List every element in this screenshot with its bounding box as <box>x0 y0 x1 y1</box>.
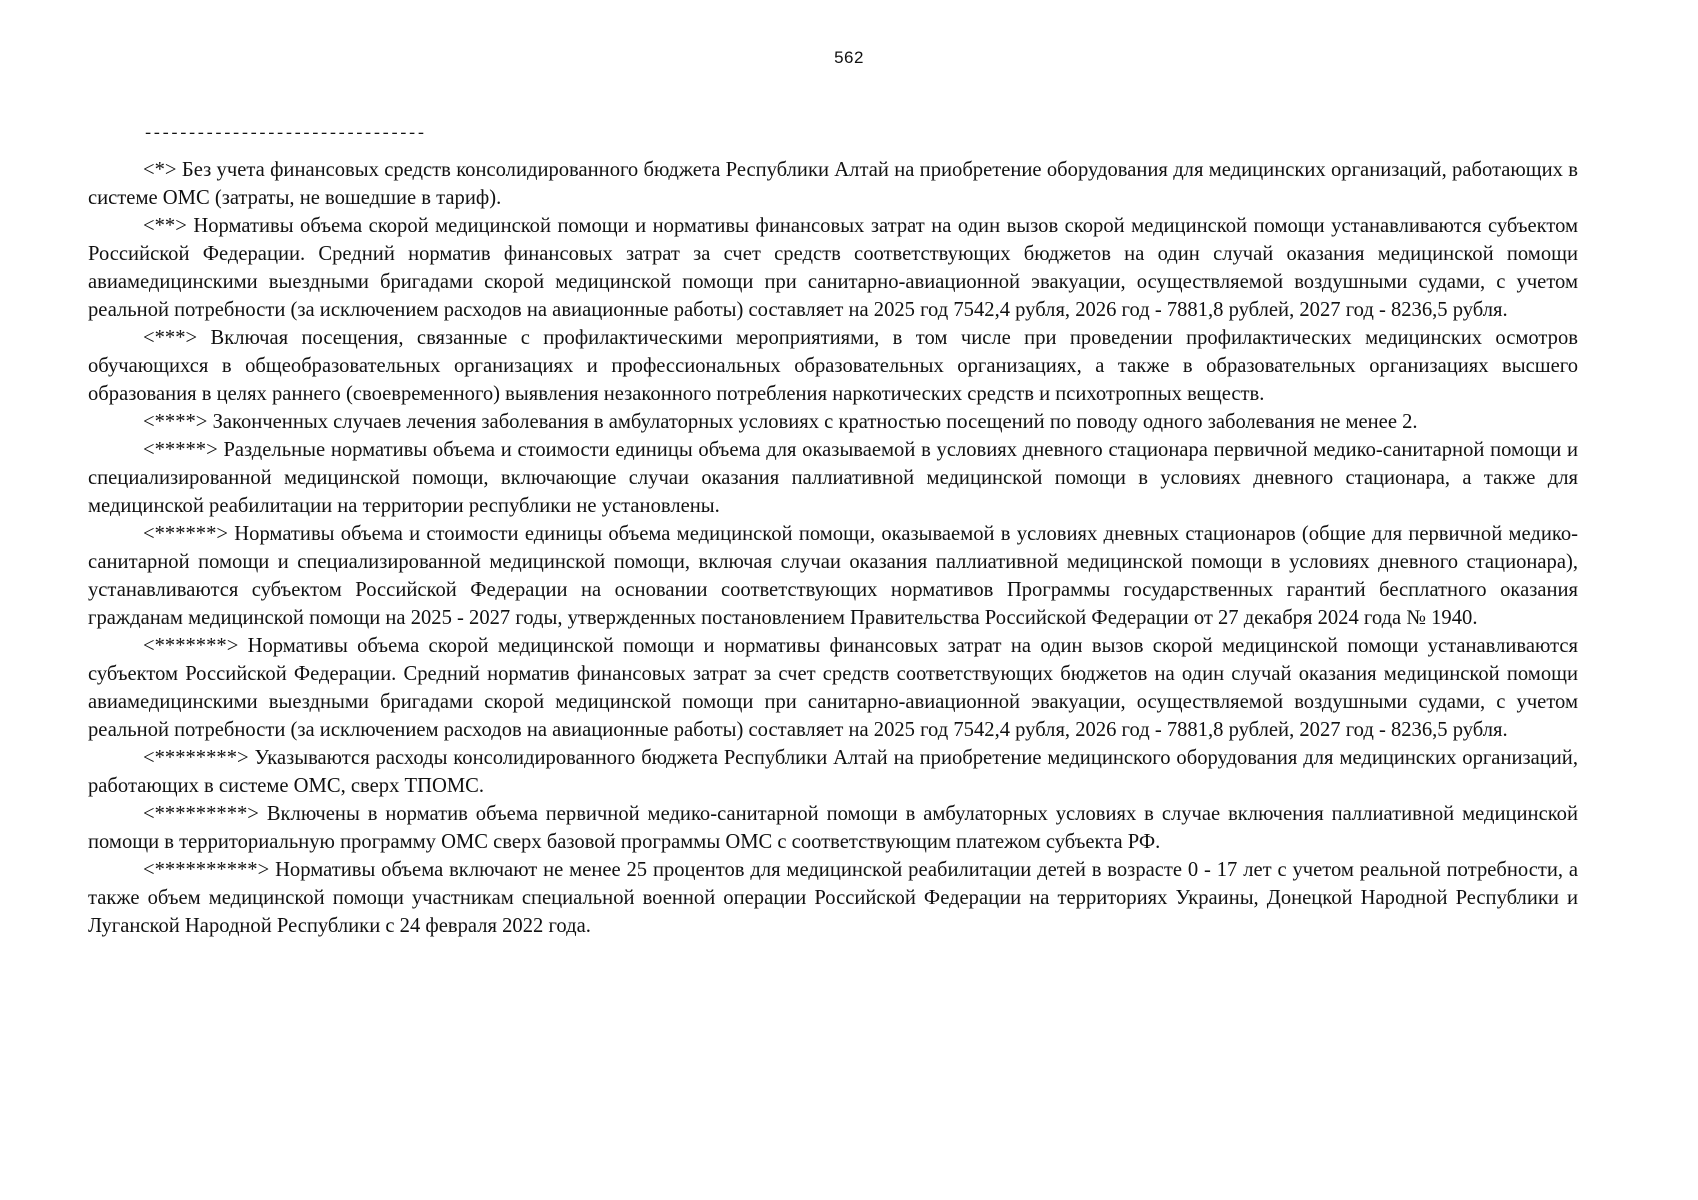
footnote-10 <box>88 856 1578 940</box>
footnote-text: Нормативы объема включают не менее 25 процентов для медицинской реабилитации детей в возрасте 0 - 17 лет с учетом реальной потребности, а также объем медицинской помощи участникам специальной военной операции Российской Федерации на территориях Украины, Донецкой Народной Республики и Луганской Народной Республики с 24 февраля 2022 года. <box>88 859 1578 937</box>
footnote-marker: <***> <box>143 327 198 349</box>
footnote-marker: <*> <box>143 159 177 181</box>
footnote-marker: <****> <box>143 411 208 433</box>
footnotes-list <box>88 156 1578 940</box>
footnote-text: Указываются расходы консолидированного бюджета Республики Алтай на приобретение медицинского оборудования для медицинских организаций, работающих в системе ОМС, сверх ТПОМС. <box>88 747 1578 797</box>
footnote-marker: <**********> <box>143 859 270 881</box>
footnote-text: Нормативы объема скорой медицинской помощи и нормативы финансовых затрат на один вызов скорой медицинской помощи устанавливаются субъектом Российской Федерации. Средний норматив финансовых затрат за счет средств соответствующих бюджетов на один случай оказания медицинской помощи авиамедицинскими выездными бригадами скорой медицинской помощи при санитарно-авиационной эвакуации, осуществляемой воздушными судами, с учетом реальной потребности (за исключением расходов на авиационные работы) составляет на 2025 год 7542,4 рубля, 2026 год - 7881,8 рублей, 2027 год - 8236,5 рубля. <box>88 635 1578 741</box>
footnote-1 <box>88 156 1578 212</box>
footnote-8 <box>88 744 1578 800</box>
footnote-5 <box>88 436 1578 520</box>
footnote-separator: -------------------------------- <box>143 125 425 144</box>
footnote-2 <box>88 212 1578 324</box>
footnote-marker: <**> <box>143 215 187 237</box>
footnote-marker: <*******> <box>143 635 239 657</box>
footnote-text: Нормативы объема скорой медицинской помощи и нормативы финансовых затрат на один вызов скорой медицинской помощи устанавливаются субъектом Российской Федерации. Средний норматив финансовых затрат за счет средств соответствующих бюджетов на один случай оказания медицинской помощи авиамедицинскими выездными бригадами скорой медицинской помощи при санитарно-авиационной эвакуации, осуществляемой воздушными судами, с учетом реальной потребности (за исключением расходов на авиационные работы) составляет на 2025 год 7542,4 рубля, 2026 год - 7881,8 рублей, 2027 год - 8236,5 рубля. <box>88 215 1579 321</box>
footnote-marker: <*****> <box>143 439 218 461</box>
footnote-text: Нормативы объема и стоимости единицы объема медицинской помощи, оказываемой в условиях дневных стационаров (общие для первичной медико-санитарной помощи и специализированной медицинской помощи, включая случаи оказания паллиативной медицинской помощи в условиях дневного стационара), устанавливаются субъектом Российской Федерации на основании соответствующих нормативов Программы государственных гарантий бесплатного оказания гражданам медицинской помощи на 2025 - 2027 годы, утвержденных постановлением Правительства Российской Федерации от 27 декабря 2024 года № 1940. <box>88 523 1578 629</box>
page-number: 562 <box>834 48 864 67</box>
footnote-text: Включая посещения, связанные с профилактическими мероприятиями, в том числе при проведении профилактических медицинских осмотров обучающихся в общеобразовательных организациях и профессиональных образовательных организациях, а также в образовательных организациях высшего образования в целях раннего (своевременного) выявления незаконного потребления наркотических средств и психотропных веществ. <box>88 327 1578 405</box>
footnote-text: Раздельные нормативы объема и стоимости единицы объема для оказываемой в условиях дневного стационара первичной медико-санитарной помощи и специализированной медицинской помощи, включающие случаи оказания паллиативной медицинской помощи в условиях дневного стационара, а также для медицинской реабилитации на территории республики не установлены. <box>88 439 1578 517</box>
footnote-4 <box>88 408 1578 436</box>
footnote-7 <box>88 632 1578 744</box>
footnote-marker: <******> <box>143 523 229 545</box>
footnote-text: Законченных случаев лечения заболевания в амбулаторных условиях с кратностью посещений по поводу одного заболевания не менее 2. <box>212 411 1418 433</box>
footnote-marker: <*********> <box>143 803 259 825</box>
footnote-6 <box>88 520 1578 632</box>
footnote-3 <box>88 324 1578 408</box>
footnote-9 <box>88 800 1578 856</box>
footnote-text: Без учета финансовых средств консолидированного бюджета Республики Алтай на приобретение оборудования для медицинских организаций, работающих в системе ОМС (затраты, не вошедшие в тариф). <box>88 159 1578 209</box>
footnote-text: Включены в норматив объема первичной медико-санитарной помощи в амбулаторных условиях в случае включения паллиативной медицинской помощи в территориальную программу ОМС сверх базовой программы ОМС с соответствующим платежом субъекта РФ. <box>88 803 1578 853</box>
footnote-marker: <********> <box>143 747 249 769</box>
